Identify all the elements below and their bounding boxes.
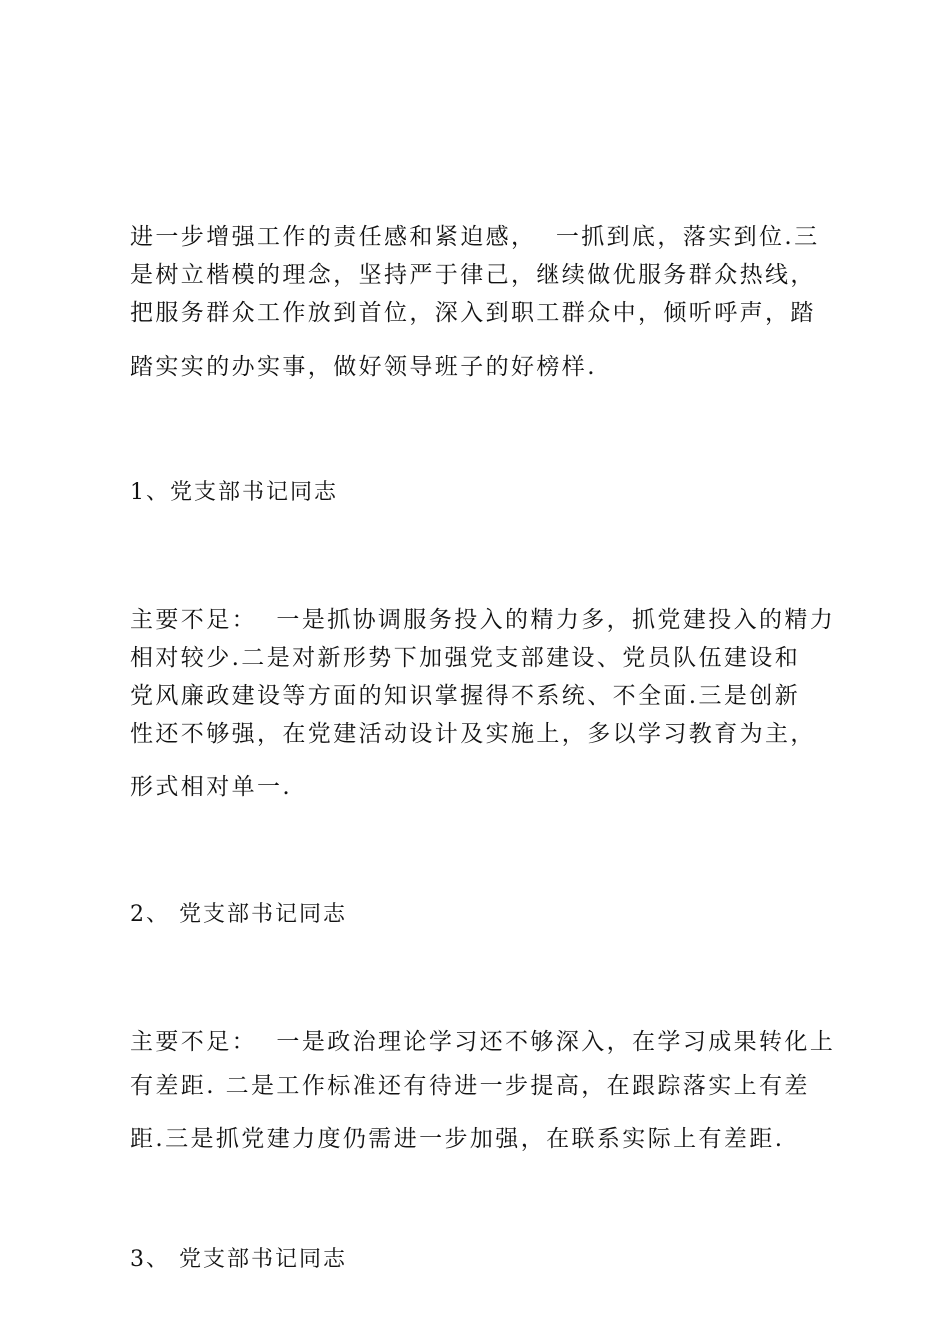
text-line: 相对较少.二是对新形势下加强党支部建设、党员队伍建设和	[130, 645, 801, 671]
text-line: 踏实实的办实事，做好领导班子的好榜样.	[130, 354, 597, 380]
text-line: 党风廉政建设等方面的知识掌握得不系统、不全面.三是创新	[130, 683, 801, 709]
text-line: 是树立楷模的理念，坚持严于律己，继续做优服务群众热线，	[130, 262, 816, 288]
text-line: 进一步增强工作的责任感和紧迫感， 一抓到底，落实到位.三	[130, 224, 820, 250]
section-heading-1: 1、党支部书记同志	[130, 480, 338, 505]
text-line: 主要不足： 一是政治理论学习还不够深入，在学习成果转化上	[130, 1029, 836, 1055]
text-line: 性还不够强，在党建活动设计及实施上，多以学习教育为主，	[130, 721, 816, 747]
text-line: 有差距. 二是工作标准还有待进一步提高，在跟踪落实上有差	[130, 1073, 810, 1099]
text-line: 距.三是抓党建力度仍需进一步加强，在联系实际上有差距.	[130, 1126, 785, 1152]
section-heading-2: 2、 党支部书记同志	[130, 902, 347, 927]
section-heading-3: 3、 党支部书记同志	[130, 1247, 347, 1272]
text-line: 主要不足： 一是抓协调服务投入的精力多，抓党建投入的精力	[130, 607, 836, 633]
text-line: 把服务群众工作放到首位，深入到职工群众中，倾听呼声，踏	[130, 300, 816, 326]
text-line: 形式相对单一.	[130, 774, 293, 800]
